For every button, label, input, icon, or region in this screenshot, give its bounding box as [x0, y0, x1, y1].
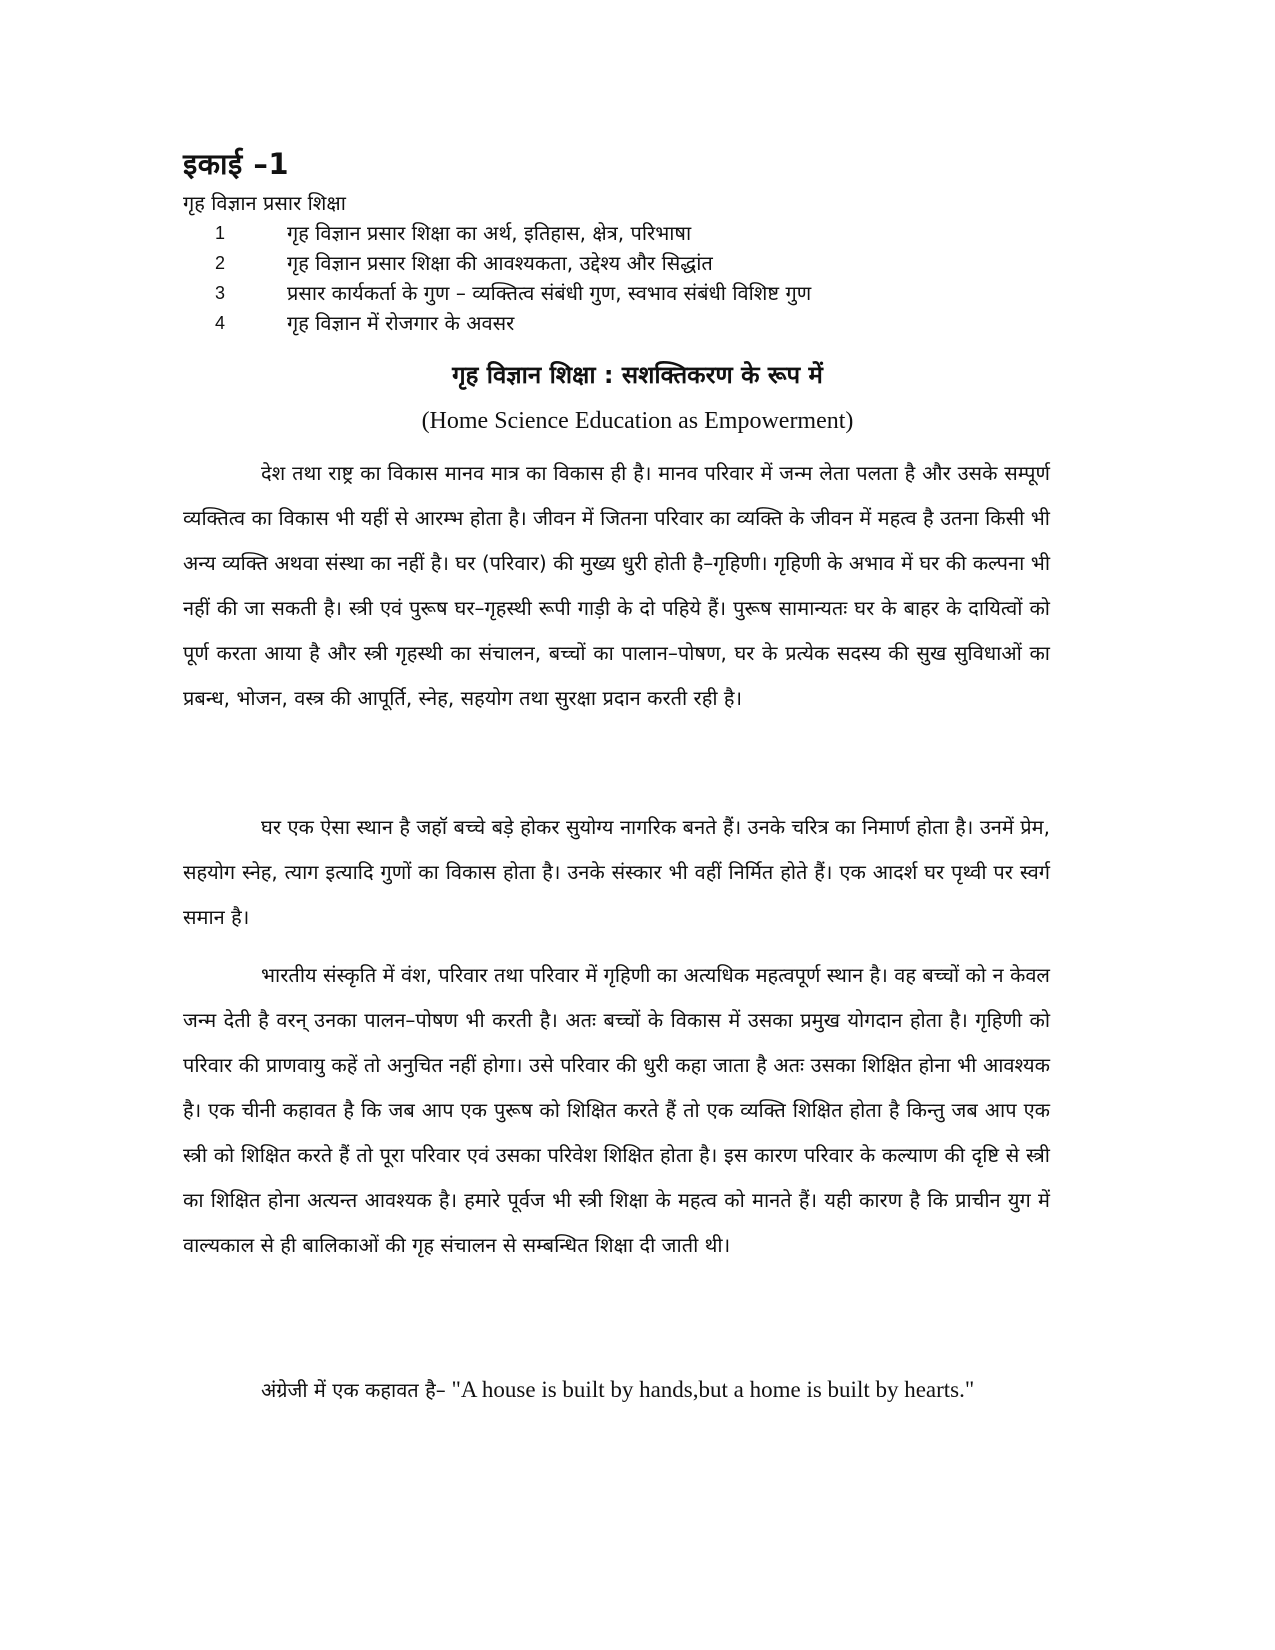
- contents-item: [183, 278, 1083, 308]
- quote-english-text: "A house is built by hands,but a home is built by hearts.": [445, 1377, 975, 1402]
- quote-paragraph: [183, 1367, 1050, 1413]
- quote-prefix: अंग्रेजी में एक कहावत है–: [261, 1378, 446, 1402]
- section-title: गृह विज्ञान शिक्षा : सशक्तिकरण के रूप में: [452, 361, 823, 389]
- contents-item-text: गृह विज्ञान प्रसार शिक्षा की आवश्यकता, उद्देश्य और सिद्धांत: [287, 251, 713, 275]
- body-paragraph: भारतीय संस्कृति में वंश, परिवार तथा परिवार में गृहिणी का अत्यधिक महत्वपूर्ण स्थान है। वह बच्चों को न केवल जन्म देती है वरन् उनका पालन–पोषण भी करती है। अतः बच्चों के विकास में उसका प्रमुख योगदान होता है। गृहिणी को परिवार की प्राणवायु कहें तो अनुचित नहीं होगा। उसे परिवार की धुरी कहा जाता है अतः उसका शिक्षित होना भी आवश्यक है। एक चीनी कहावत है कि जब आप एक पुरूष को शिक्षित करते हैं तो एक व्यक्ति शिक्षित होता है किन्तु जब आप एक स्त्री को शिक्षित करते हैं तो पूरा परिवार एवं उसका परिवेश शिक्षित होता है। इस कारण परिवार के कल्याण की दृष्टि से स्त्री का शिक्षित होना अत्यन्त आवश्यक है। हमारे पूर्वज भी स्त्री शिक्षा के महत्व को मानते हैं। यही कारण है कि प्राचीन युग में वाल्यकाल से ही बालिकाओं की गृह संचालन से सम्बन्धित शिक्षा दी जाती थी।: [183, 963, 1050, 1257]
- unit-subtitle: गृह विज्ञान प्रसार शिक्षा: [183, 191, 346, 215]
- contents-item: [183, 248, 1083, 278]
- unit-heading: इकाई –1: [183, 147, 290, 181]
- contents-item-number: 1: [214, 223, 225, 243]
- contents-item-text: गृह विज्ञान प्रसार शिक्षा का अर्थ, इतिहास, क्षेत्र, परिभाषा: [287, 221, 692, 245]
- section-subtitle: (Home Science Education as Empowerment): [421, 408, 854, 434]
- contents-item-number: 2: [214, 253, 225, 273]
- contents-item-number: 3: [214, 283, 225, 303]
- body-paragraph: देश तथा राष्ट्र का विकास मानव मात्र का विकास ही है। मानव परिवार में जन्म लेता पलता है और उसके सम्पूर्ण व्यक्तित्व का विकास भी यहीं से आरम्भ होता है। जीवन में जितना परिवार का व्यक्ति के जीवन में महत्व है उतना किसी भी अन्य व्यक्ति अथवा संस्था का नहीं है। घर (परिवार) की मुख्य धुरी होती है–गृहिणी। गृहिणी के अभाव में घर की कल्पना भी नहीं की जा सकती है। स्त्री एवं पुरूष घर–गृहस्थी रूपी गाड़ी के दो पहिये हैं। पुरूष सामान्यतः घर के बाहर के दायित्वों को पूर्ण करता आया है और स्त्री गृहस्थी का संचालन, बच्चों का पालान–पोषण, घर के प्रत्येक सदस्य की सुख सुविधाओं का प्रबन्ध, भोजन, वस्त्र की आपूर्ति, स्नेह, सहयोग तथा सुरक्षा प्रदान करती रही है।: [183, 461, 1050, 710]
- contents-list: [183, 218, 1083, 338]
- contents-item: [183, 308, 1083, 338]
- contents-item-text: प्रसार कार्यकर्ता के गुण – व्यक्तित्व संबंधी गुण, स्वभाव संबंधी विशिष्ट गुण: [287, 281, 812, 305]
- contents-item-text: गृह विज्ञान में रोजगार के अवसर: [287, 311, 515, 335]
- contents-item-number: 4: [214, 313, 225, 333]
- body-paragraph: घर एक ऐसा स्थान है जहॉ बच्चे बड़े होकर सुयोग्य नागरिक बनते हैं। उनके चरित्र का निमार्ण होता है। उनमें प्रेम, सहयोग स्नेह, त्याग इत्यादि गुणों का विकास होता है। उनके संस्कार भी वहीं निर्मित होते हैं। एक आदर्श घर पृथ्वी पर स्वर्ग समान है।: [183, 815, 1050, 929]
- contents-item: [183, 218, 1083, 248]
